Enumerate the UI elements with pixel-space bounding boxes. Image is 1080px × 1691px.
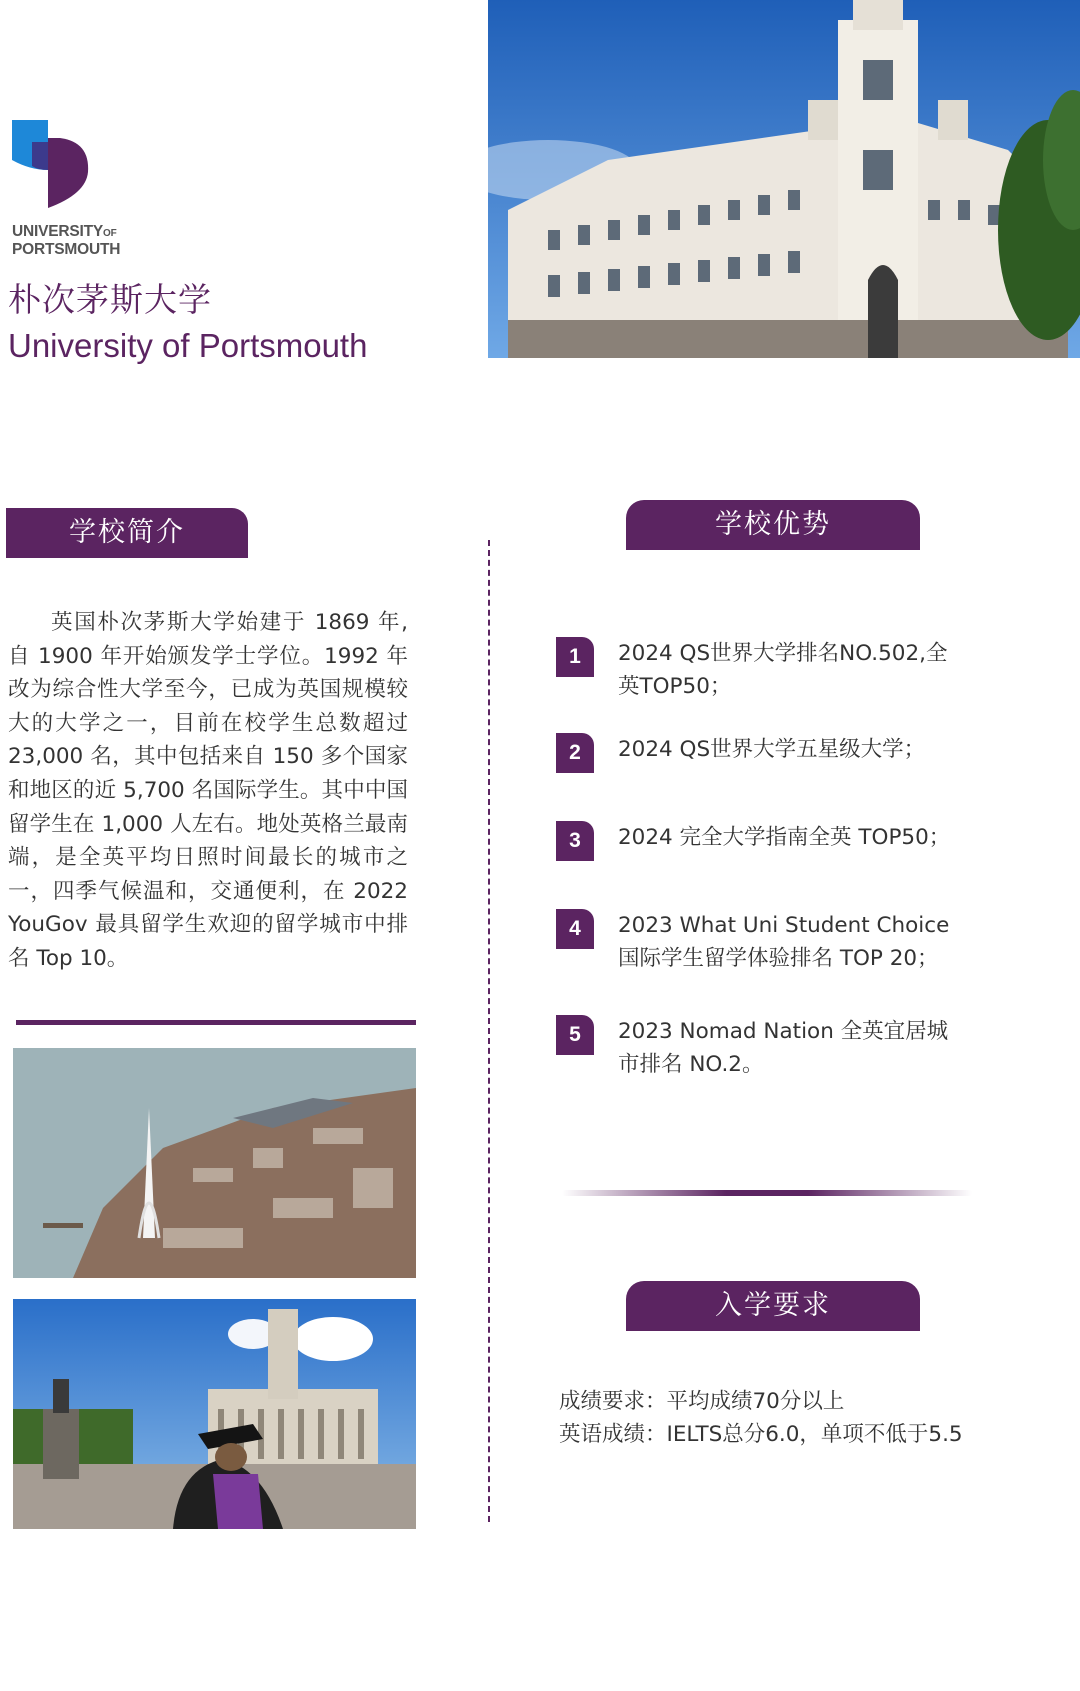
section-divider (16, 1020, 416, 1025)
section-tab-requirements: 入学要求 (626, 1281, 920, 1331)
university-logo (10, 120, 90, 220)
advantage-number: 3 (556, 821, 594, 861)
advantage-number: 5 (556, 1015, 594, 1055)
advantage-text: 2023 Nomad Nation 全英宜居城市排名 NO.2。 (618, 1019, 949, 1077)
advantage-text: 2024 完全大学指南全英 TOP50； (618, 825, 951, 850)
section-tab-advantages: 学校优势 (626, 500, 920, 550)
advantage-text: 2024 QS世界大学五星级大学； (618, 737, 926, 762)
advantage-text: 2023 What Uni Student Choice 国际学生留学体验排名 TOP 20； (618, 913, 950, 971)
university-name-cn: 朴次茅斯大学 (8, 280, 212, 319)
intro-paragraph: 英国朴次茅斯大学始建于 1869 年, 自 1900 年开始颁发学士学位。1992 年改为综合性大学至今，已成为英国规模较大的大学之一，目前在校学生总数超过 23,000 名，其中包括来自 150 多个国家和地区的近 5,700 名国际学生。其中中国留学生在 1,000 人左右。地处英格兰最南端，是全英平均日照时间最长的城市之一，四季气候温和，交通便利，在 2022 YouGov 最具留学生欢迎的留学城市中排名 Top 10。 (8, 610, 408, 971)
guildhall-graduation-photo (13, 1299, 416, 1529)
university-name-en: University of Portsmouth (8, 327, 368, 364)
column-divider (488, 540, 490, 1522)
requirement-grades: 成绩要求：平均成绩70分以上 (559, 1389, 845, 1414)
section-tab-intro: 学校简介 (6, 508, 248, 558)
requirement-english: 英语成绩：IELTS总分6.0，单项不低于5.5 (559, 1422, 963, 1447)
portsmouth-aerial-photo (13, 1048, 416, 1278)
campus-building-photo (488, 0, 1080, 358)
advantage-text: 2024 QS世界大学排名NO.502,全英TOP50； (618, 641, 948, 699)
advantage-number: 4 (556, 909, 594, 949)
advantage-number: 2 (556, 733, 594, 773)
section-divider (562, 1190, 972, 1196)
logo-wordmark: UNIVERSITYOF PORTSMOUTH (12, 223, 121, 258)
advantage-number: 1 (556, 637, 594, 677)
